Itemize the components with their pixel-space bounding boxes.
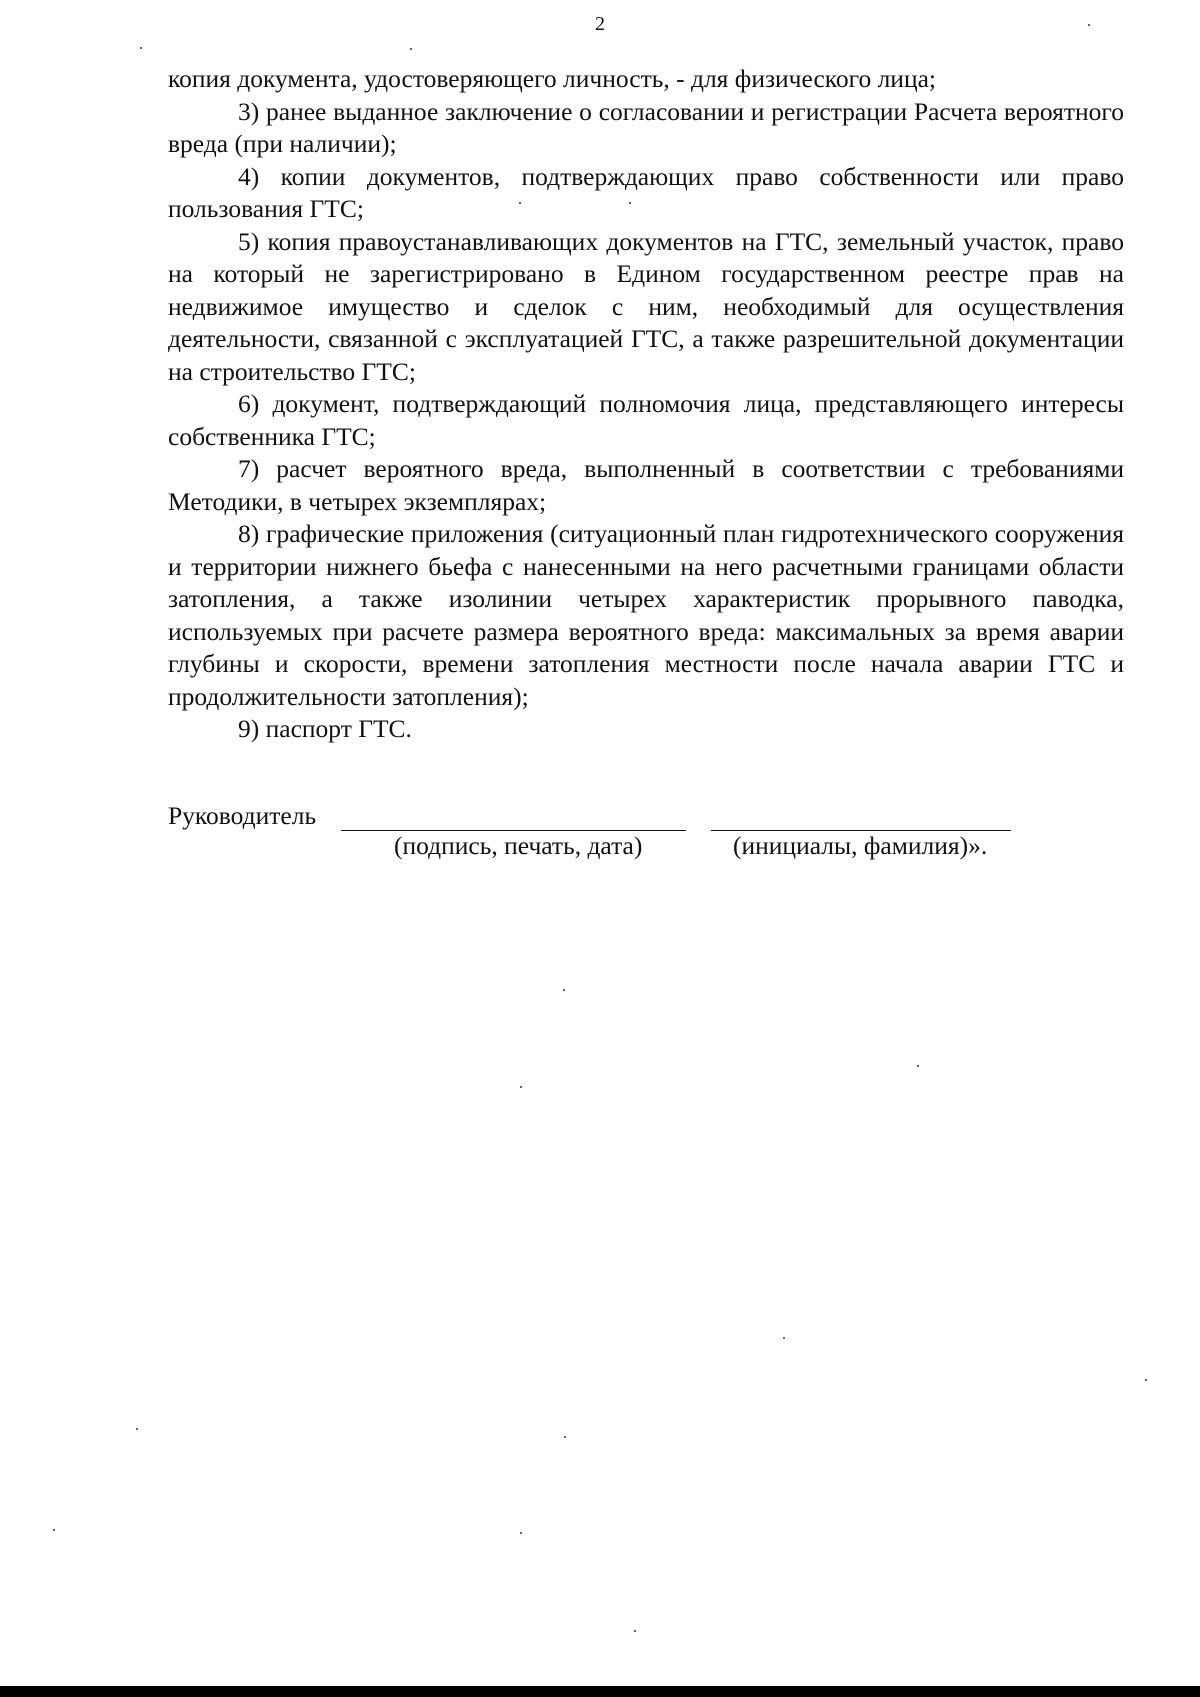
list-item-4: 4) копии документов, подтверждающих право собственности или право пользования ГТС; <box>168 161 1124 223</box>
page-number: 2 <box>595 13 605 35</box>
signature-caption: (подпись, печать, дата) <box>394 831 643 860</box>
scan-speck <box>1088 24 1090 26</box>
list-item-9: 9) паспорт ГТС. <box>238 714 412 743</box>
signature-block <box>168 800 1068 870</box>
scan-speck <box>563 989 565 991</box>
scan-speck <box>136 1428 138 1430</box>
scan-speck <box>520 1532 522 1534</box>
scan-speck <box>564 1436 566 1438</box>
signature-role-label: Руководитель <box>168 801 317 830</box>
document-body <box>168 63 1124 746</box>
scan-speck <box>634 1630 636 1632</box>
list-item-6: 6) документ, подтверждающий полномочия лица, представляющего интересы собственника ГТС; <box>168 389 1124 451</box>
list-item-3: 3) ранее выданное заключение о согласовании и регистрации Расчета вероятного вреда (при наличии); <box>168 96 1124 158</box>
list-item-7: 7) расчет вероятного вреда, выполненный в соответствии с требованиями Методики, в четырех экземплярах; <box>168 454 1124 516</box>
scan-speck <box>53 1529 55 1531</box>
scan-speck <box>917 1065 919 1067</box>
scan-speck <box>519 202 521 204</box>
name-caption: (инициалы, фамилия)». <box>733 831 988 860</box>
scan-speck <box>520 1086 522 1088</box>
list-item-8: 8) графические приложения (ситуационный план гидротехнического сооружения и территории нижнего бьефа с нанесенными на него расчетными границами области затопления, а также изолинии четырех характеристик прорывного паводка, используемых при расчете размера вероятного вреда: максимальных за время аварии глубины и скорости, времени затопления местности после начала аварии ГТС и продолжительности затопления); <box>168 519 1124 711</box>
list-item-5: 5) копия правоустанавливающих документов на ГТС, земельный участок, право на который не зарегистрировано в Едином государственном реестре прав на недвижимое имущество и сделок с ним, необходимый для осуществления деятельности, связанной с эксплуатацией ГТС, а также разрешительной документации на строительство ГТС; <box>168 226 1124 386</box>
scan-speck <box>783 1337 785 1339</box>
scan-speck <box>410 48 412 50</box>
paragraph-identity-copy: копия документа, удостоверяющего личность, - для физического лица; <box>168 64 936 93</box>
scan-speck <box>140 47 142 49</box>
scan-speck <box>629 202 631 204</box>
scan-border <box>0 1686 1200 1697</box>
scan-speck <box>1145 1379 1147 1381</box>
